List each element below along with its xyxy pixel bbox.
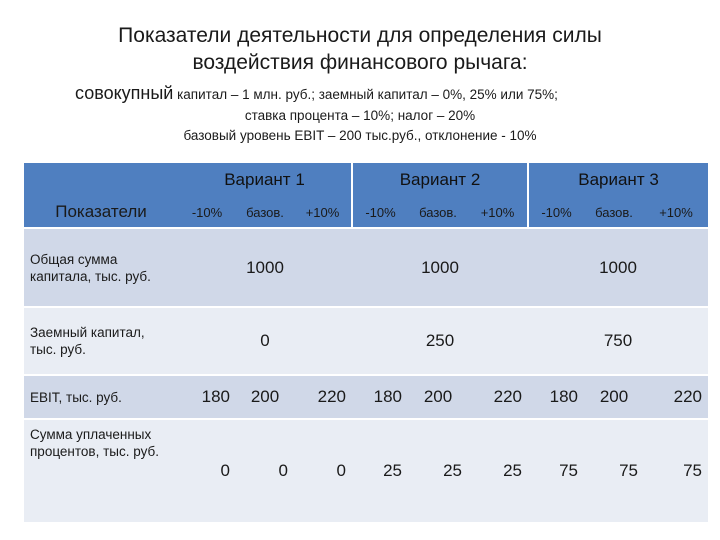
conditions-line-1-lead: совокупный: [75, 83, 174, 103]
v1-level-minus: -10%: [191, 204, 223, 220]
v3-interest-minus: 75: [528, 419, 584, 522]
v2-level-base: базов.: [419, 204, 457, 220]
v3-ebit-base: 200: [584, 375, 644, 419]
conditions-line-1-rest: капитал – 1 млн. руб.; заемный капитал – 0%, 25% или 75%;: [173, 87, 558, 102]
table-row-debt-capital: [24, 307, 708, 375]
v1-level-base: базов.: [246, 204, 284, 220]
slide-title: [0, 22, 720, 76]
v2-interest-base: 25: [408, 419, 468, 522]
v1-ebit-minus: 180: [178, 375, 236, 419]
conditions-line-3: базовый уровень EBIT – 200 тыс.руб., отклонение - 10%: [183, 128, 537, 143]
v3-interest-base: 75: [584, 419, 644, 522]
v2-ebit-plus: 220: [468, 375, 528, 419]
v3-ebit-minus: 180: [528, 375, 584, 419]
v3-level-base: базов.: [595, 204, 633, 220]
financial-leverage-table: [24, 163, 708, 522]
v1-total-capital: 1000: [178, 228, 352, 307]
v2-total-capital: 1000: [352, 228, 528, 307]
v1-ebit-plus: 220: [294, 375, 352, 419]
indicator-header: Показатели: [55, 202, 147, 221]
v2-ebit-base: 200: [408, 375, 468, 419]
v2-interest-minus: 25: [352, 419, 408, 522]
v2-level-minus: -10%: [365, 204, 396, 220]
variant-3-header: Вариант 3: [578, 170, 659, 189]
title-line-2: воздействия финансового рычага:: [192, 51, 528, 74]
variant-1-header: Вариант 1: [178, 163, 352, 197]
conditions-line-2: ставка процента – 10%; налог – 20%: [244, 108, 476, 123]
header-corner: [24, 163, 178, 197]
level-header-row: [24, 197, 708, 228]
v3-interest-plus: 75: [644, 419, 708, 522]
v1-interest-base: 0: [236, 419, 294, 522]
table-row-total-capital: [24, 228, 708, 307]
v1-interest-plus: 0: [294, 419, 352, 522]
v2-interest-plus: 25: [468, 419, 528, 522]
title-line-1: Показатели деятельности для определения силы: [118, 24, 602, 47]
row-label: EBIT, тыс. руб.: [24, 375, 178, 419]
variant-2-header: Вариант 2: [352, 163, 528, 197]
v2-ebit-minus: 180: [352, 375, 408, 419]
row-label: Общая сумма капитала, тыс. руб.: [24, 228, 178, 307]
conditions-line-1: [0, 84, 720, 104]
v3-total-capital: 1000: [528, 228, 708, 307]
v3-level-plus: +10%: [659, 204, 693, 220]
table-row-interest: [24, 419, 708, 522]
v3-level-minus: -10%: [541, 204, 572, 220]
v1-debt-capital: 0: [178, 307, 352, 375]
v1-interest-minus: 0: [178, 419, 236, 522]
v3-debt-capital: 750: [528, 307, 708, 375]
v2-level-plus: +10%: [468, 197, 528, 228]
v1-ebit-base: 200: [236, 375, 294, 419]
v1-level-plus: +10%: [294, 197, 352, 228]
v2-debt-capital: 250: [352, 307, 528, 375]
variant-header-row: [24, 163, 708, 197]
row-label: Заемный капитал, тыс. руб.: [24, 307, 178, 375]
table-row-ebit: [24, 375, 708, 419]
row-label: Сумма уплаченных процентов, тыс. руб.: [24, 419, 178, 522]
v3-ebit-plus: 220: [644, 375, 708, 419]
